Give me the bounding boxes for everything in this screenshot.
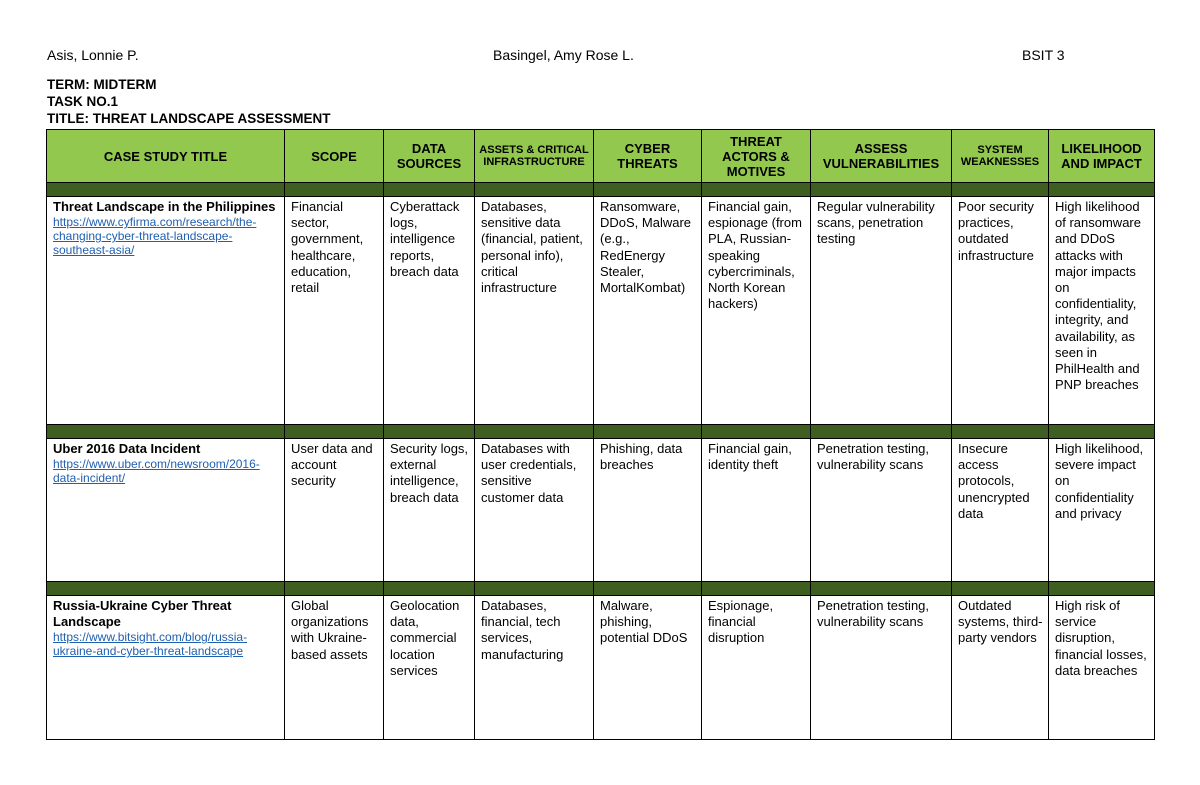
sources-cell: Security logs, external intelligence, breach data <box>384 439 475 582</box>
case-study-cell <box>47 596 285 740</box>
vulns-cell: Penetration testing, vulnerability scans <box>811 596 952 740</box>
vulns-cell: Regular vulnerability scans, penetration testing <box>811 197 952 425</box>
case-study-cell <box>47 197 285 425</box>
col-case-study-title: CASE STUDY TITLE <box>47 130 285 183</box>
scope-cell: Global organizations with Ukraine-based assets <box>285 596 384 740</box>
sources-cell: Cyberattack logs, intelligence reports, breach data <box>384 197 475 425</box>
case-link[interactable]: https://www.bitsight.com/blog/russia-ukraine-and-cyber-threat-landscape <box>53 630 248 659</box>
col-scope: SCOPE <box>285 130 384 183</box>
threat-assessment-table <box>46 129 1155 740</box>
student-name-1: Asis, Lonnie P. <box>47 47 139 63</box>
sources-cell: Geolocation data, commercial location services <box>384 596 475 740</box>
case-title: Russia-Ukraine Cyber Threat Landscape <box>53 598 232 630</box>
col-data-sources: DATA SOURCES <box>384 130 475 183</box>
threats-cell: Ransomware, DDoS, Malware (e.g., RedEnergy Stealer, MortalKombat) <box>594 197 702 425</box>
assets-cell: Databases with user credentials, sensitive customer data <box>475 439 594 582</box>
weaknesses-cell: Poor security practices, outdated infrastructure <box>952 197 1049 425</box>
document-titles <box>47 76 331 127</box>
assets-cell: Databases, financial, tech services, manufacturing <box>475 596 594 740</box>
threats-cell: Malware, phishing, potential DDoS <box>594 596 702 740</box>
task-label: TASK NO.1 <box>47 94 119 109</box>
course-label: BSIT 3 <box>1022 47 1065 63</box>
col-likelihood-impact: LIKELIHOOD AND IMPACT <box>1049 130 1155 183</box>
case-title: Uber 2016 Data Incident <box>53 441 201 456</box>
separator-row <box>47 425 1155 439</box>
actors-cell: Financial gain, espionage (from PLA, Russian-speaking cybercriminals, North Korean hackers) <box>702 197 811 425</box>
col-threat-actors: THREAT ACTORS & MOTIVES <box>702 130 811 183</box>
case-study-cell <box>47 439 285 582</box>
weaknesses-cell: Outdated systems, third-party vendors <box>952 596 1049 740</box>
term-label: TERM: MIDTERM <box>47 77 157 92</box>
vulns-cell: Penetration testing, vulnerability scans <box>811 439 952 582</box>
case-title: Threat Landscape in the Philippines <box>53 199 276 214</box>
actors-cell: Espionage, financial disruption <box>702 596 811 740</box>
impact-cell: High likelihood, severe impact on confidentiality and privacy <box>1049 439 1155 582</box>
scope-cell: Financial sector, government, healthcare, education, retail <box>285 197 384 425</box>
separator-row <box>47 183 1155 197</box>
student-name-2: Basingel, Amy Rose L. <box>493 47 634 63</box>
table-row <box>47 439 1155 582</box>
scope-cell: User data and account security <box>285 439 384 582</box>
document-title: TITLE: THREAT LANDSCAPE ASSESSMENT <box>47 111 331 126</box>
col-system-weaknesses: SYSTEM WEAKNESSES <box>952 130 1049 183</box>
col-assess-vulnerabilities: ASSESS VULNERABILITIES <box>811 130 952 183</box>
impact-cell: High risk of service disruption, financial losses, data breaches <box>1049 596 1155 740</box>
separator-row <box>47 582 1155 596</box>
case-link[interactable]: https://www.cyfirma.com/research/the-changing-cyber-threat-landscape-southeast-asia/ <box>53 215 257 258</box>
col-assets: ASSETS & CRITICAL INFRASTRUCTURE <box>475 130 594 183</box>
table-row <box>47 197 1155 425</box>
col-cyber-threats: CYBER THREATS <box>594 130 702 183</box>
impact-cell: High likelihood of ransomware and DDoS attacks with major impacts on confidentiality, integrity, and availability, as seen in PhilHealth and PNP breaches <box>1049 197 1155 425</box>
table-row <box>47 596 1155 740</box>
threats-cell: Phishing, data breaches <box>594 439 702 582</box>
assets-cell: Databases, sensitive data (financial, patient, personal info), critical infrastructure <box>475 197 594 425</box>
case-link[interactable]: https://www.uber.com/newsroom/2016-data-incident/ <box>53 457 260 486</box>
weaknesses-cell: Insecure access protocols, unencrypted data <box>952 439 1049 582</box>
actors-cell: Financial gain, identity theft <box>702 439 811 582</box>
table-header-row <box>47 130 1155 183</box>
